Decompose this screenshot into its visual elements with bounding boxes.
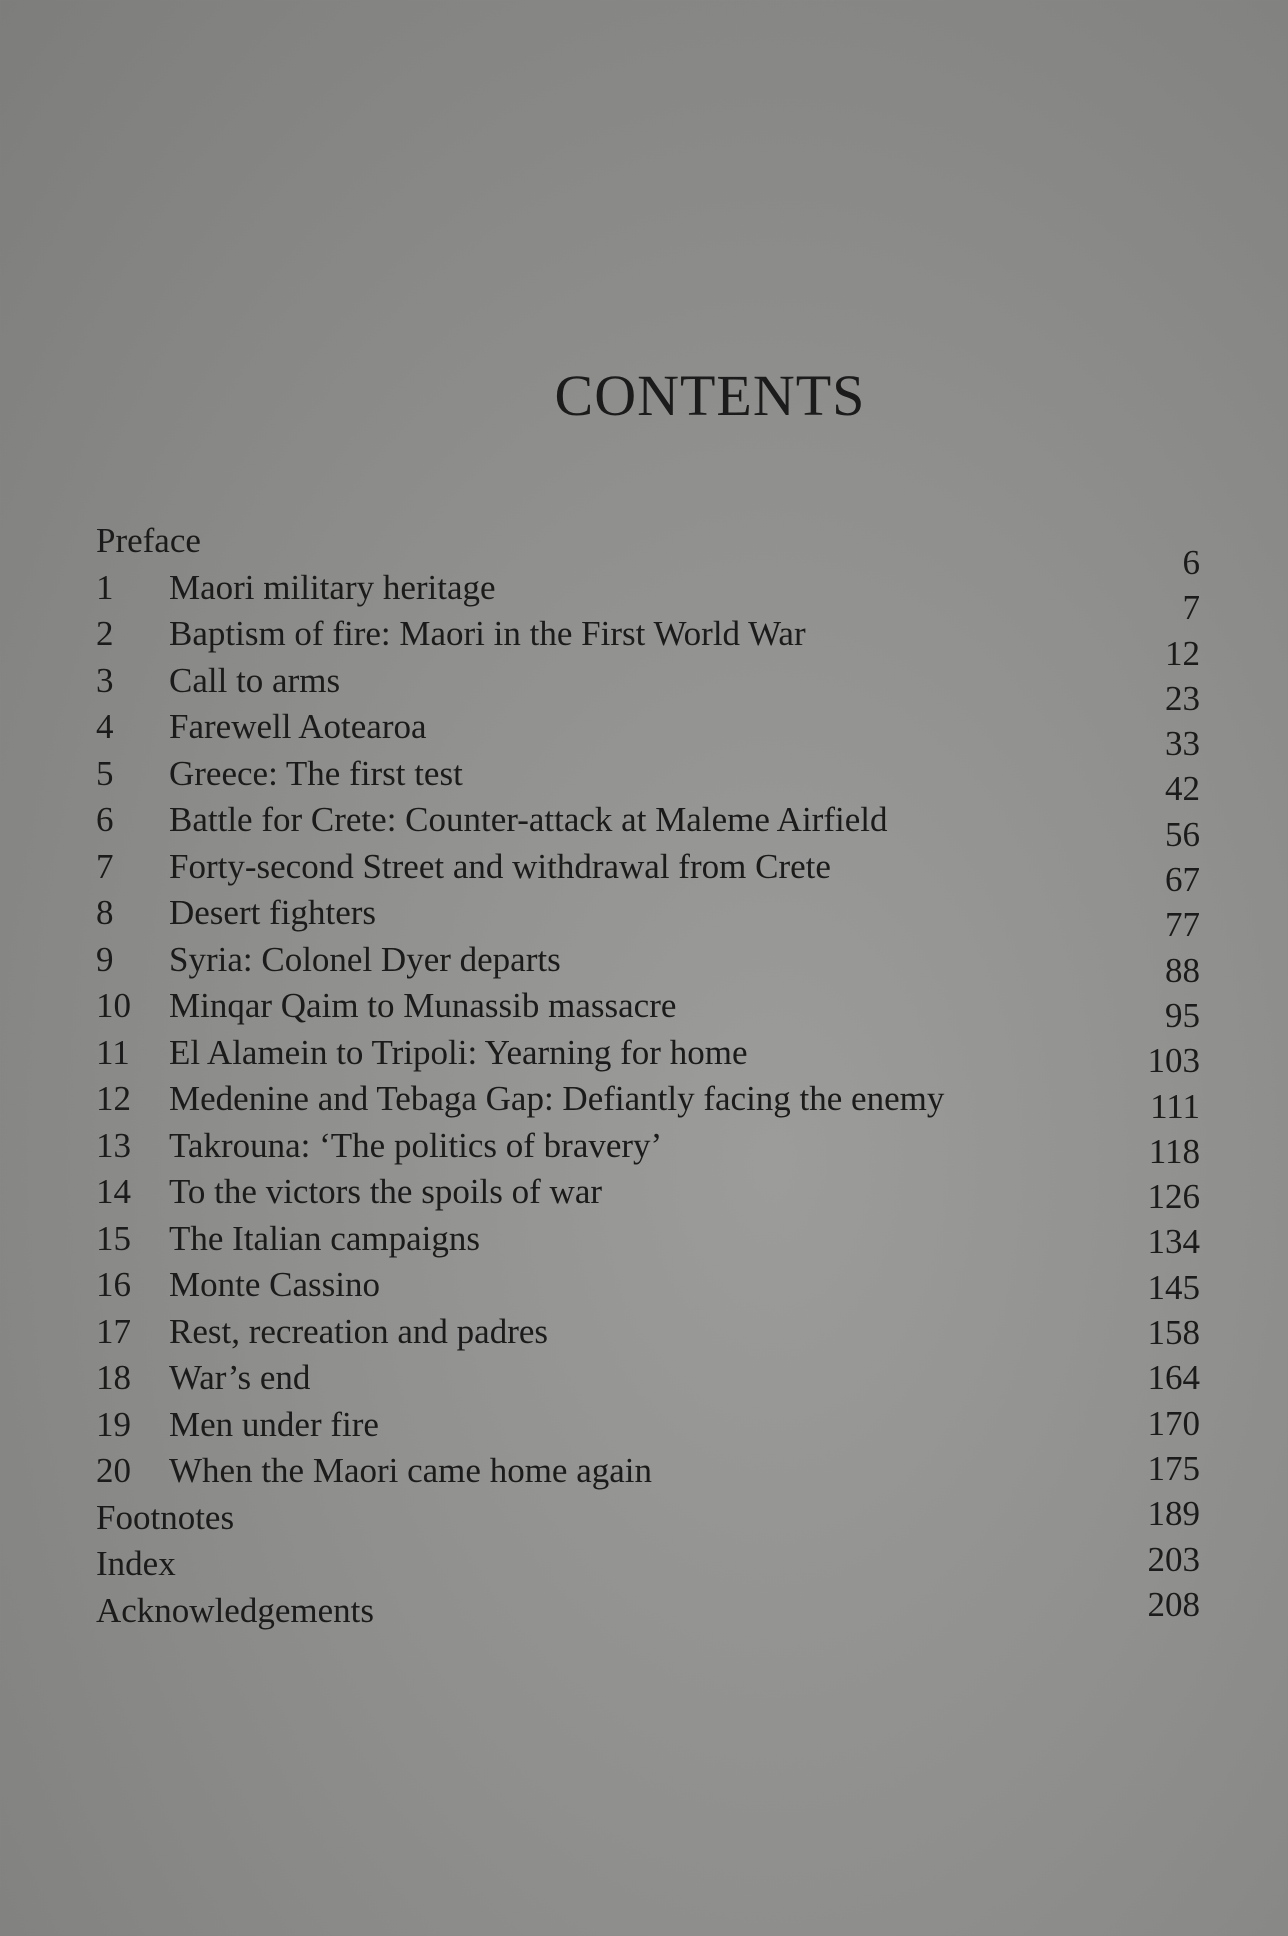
- chapter-number: 20: [96, 1451, 131, 1490]
- chapter-number: 7: [96, 846, 114, 886]
- page-number: 170: [1147, 1403, 1200, 1443]
- chapter-number: 8: [96, 893, 114, 932]
- chapter-number: 3: [96, 660, 114, 700]
- chapter-number: 19: [96, 1404, 131, 1444]
- chapter-number: 5: [96, 753, 114, 793]
- page-title: CONTENTS: [554, 363, 866, 428]
- page-number: 12: [1165, 633, 1200, 673]
- page-number: 203: [1147, 1539, 1200, 1579]
- page-number: 23: [1165, 678, 1200, 718]
- page-number: 164: [1147, 1358, 1200, 1398]
- page-number: 189: [1147, 1494, 1200, 1534]
- entry-title: Desert fighters: [169, 893, 377, 932]
- page-number: 208: [1147, 1584, 1200, 1624]
- entry-title: The Italian campaigns: [169, 1218, 480, 1258]
- entry-title: War’s end: [169, 1358, 311, 1397]
- entry-title: Acknowledgements: [96, 1590, 374, 1630]
- page-number: 42: [1165, 769, 1200, 809]
- page-number: 6: [1182, 543, 1200, 582]
- page-number: 67: [1165, 860, 1200, 900]
- chapter-number: 2: [96, 614, 114, 653]
- page-number: 77: [1165, 905, 1200, 945]
- entry-title: Monte Cassino: [169, 1265, 380, 1304]
- entry-title: Farewell Aotearoa: [169, 707, 427, 746]
- entry-title: Minqar Qaim to Munassib massacre: [169, 986, 677, 1025]
- entry-title: Footnotes: [96, 1497, 235, 1537]
- chapter-number: 16: [96, 1265, 131, 1304]
- chapter-number: 11: [96, 1032, 130, 1072]
- chapter-number: 12: [96, 1079, 131, 1118]
- entry-title: Syria: Colonel Dyer departs: [169, 939, 561, 979]
- entry-title: Maori military heritage: [169, 567, 496, 607]
- entry-title: Baptism of fire: Maori in the First World War: [169, 614, 806, 653]
- page-number: 103: [1147, 1041, 1200, 1081]
- entry-title: Forty-second Street and withdrawal from Crete: [169, 846, 831, 886]
- page-number: 33: [1165, 724, 1200, 764]
- page-number: 56: [1165, 814, 1200, 854]
- chapter-number: 10: [96, 986, 131, 1025]
- chapter-number: 1: [96, 567, 114, 607]
- entry-title: Index: [96, 1544, 176, 1583]
- chapter-number: 6: [96, 800, 114, 839]
- entry-title: Preface: [96, 521, 201, 560]
- entry-title: Call to arms: [169, 660, 341, 700]
- page-number: 126: [1147, 1177, 1200, 1217]
- page-number: 7: [1182, 588, 1200, 628]
- chapter-number: 9: [96, 939, 114, 979]
- chapter-number: 15: [96, 1218, 131, 1258]
- entry-title: When the Maori came home again: [169, 1451, 652, 1490]
- page-number: 111: [1150, 1086, 1200, 1126]
- entry-title: Greece: The first test: [169, 753, 463, 793]
- chapter-number: 4: [96, 707, 114, 746]
- entry-title: Takrouna: ‘The politics of bravery’: [169, 1125, 663, 1165]
- entry-title: El Alamein to Tripoli: Yearning for home: [169, 1032, 748, 1072]
- page-number: 88: [1165, 950, 1200, 990]
- page-number: 118: [1148, 1131, 1200, 1171]
- chapter-number: 17: [96, 1311, 131, 1351]
- chapter-number: 18: [96, 1358, 131, 1397]
- page-number: 158: [1147, 1313, 1200, 1353]
- entry-title: Battle for Crete: Counter-attack at Maleme Airfield: [169, 800, 888, 839]
- entry-title: Rest, recreation and padres: [169, 1311, 549, 1351]
- page-number: 145: [1147, 1267, 1200, 1307]
- chapter-number: 13: [96, 1125, 131, 1165]
- page-number: 175: [1147, 1448, 1200, 1488]
- chapter-number: 14: [96, 1172, 131, 1211]
- entry-title: Medenine and Tebaga Gap: Defiantly facing the enemy: [169, 1079, 945, 1118]
- page-number: 134: [1147, 1222, 1200, 1262]
- contents-page-numbers: [1000, 540, 1200, 1627]
- page-number: 95: [1165, 995, 1200, 1035]
- entry-title: Men under fire: [169, 1404, 379, 1444]
- entry-title: To the victors the spoils of war: [169, 1172, 603, 1211]
